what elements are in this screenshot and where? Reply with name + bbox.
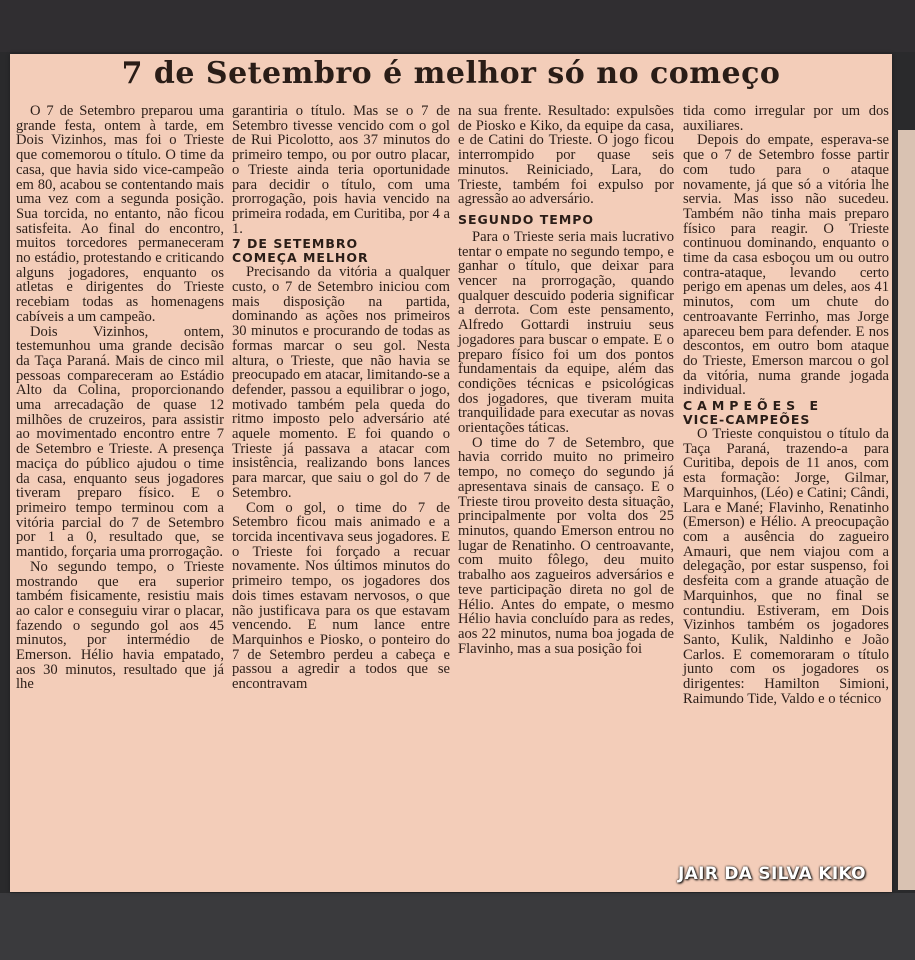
column-1 [16, 104, 224, 692]
column-3 [458, 104, 674, 656]
watermark-credit: JAIR DA SILVA KIKO [678, 864, 866, 884]
subhead-comeca-melhor-line2: COMEÇA MELHOR [232, 250, 369, 266]
paragraph: O Trieste conquistou o título da Taça Paraná, trazendo-a para Curitiba, depois de 11 anos, com esta formação: Jorge, Gilmar, Marquinhos, (Léo) e Catini; Cândi, Lara e Mané; Flavinho, Renatinho (Emerson) e Hélio. A preocupação com a ausência do zagueiro Amauri, que nem viajou com a delegação, por estar suspenso, foi desfeita com a grande atuação de Marquinhos, que no final se contundiu. Estiveram, em Dois Vizinhos também os jogadores Santo, Kulik, Naldinho e João Carlos. E comemoraram o título junto com os jogadores os dirigentes: Hamilton Simioni, Raimundo Tide, Valdo e o técnico [683, 426, 889, 707]
headline: 7 de Setembro é melhor só no começo [121, 56, 781, 91]
paragraph: tida como irregular por um dos auxiliares. [683, 103, 889, 134]
newspaper-clipping [10, 54, 892, 892]
paragraph: O 7 de Setembro preparou uma grande festa, ontem à tarde, em Dois Vizinhos, mas foi o Trieste que comemorou o título. O time da casa, que havia sido vice-campeão em 80, acabou se contentando mais uma vez com a segunda posição. Sua torcida, no entanto, não ficou satisfeita. Ao final do encontro, muitos torcedores permaneceram no estádio, protestando e criticando alguns jogadores, enquanto os atletas e dirigentes do Trieste recebiam todas as homenagens cabíveis a um campeão. [16, 103, 224, 325]
top-background [0, 0, 915, 52]
paragraph: na sua frente. Resultado: expulsões de Piosko e Kiko, da equipe da casa, e de Catini do Trieste. O jogo ficou interrompido por quase seis minutos. Reiniciado, Lara, do Trieste, também foi expulso por agressão ao adversário. [458, 103, 674, 208]
subhead-segundo-tempo: SEGUNDO TEMPO [458, 211, 595, 227]
paragraph: O time do 7 de Setembro, que havia corrido muito no primeiro tempo, no começo do segundo já apresentava sinais de cansaço. E o Trieste tirou proveito desta situação, principalmente por volta dos 25 minutos, quando Emerson entrou no lugar de Renatinho. O centroavante, com muito fôlego, deu muito trabalho aos zagueiros adversários e teve participação direta no gol de Hélio. Antes do empate, o mesmo Hélio havia concluído para as redes, aos 22 minutos, numa boa jogada de Flavinho, mas a sua posição foi [458, 434, 674, 657]
paragraph: No segundo tempo, o Trieste mostrando que era superior também fisicamente, resistiu mais ao calor e conseguiu virar o placar, fazendo o segundo gol aos 45 minutos, por intermédio de Emerson. Hélio havia empatado, aos 30 minutos, resultado que já lhe [16, 558, 224, 693]
bottom-background [0, 893, 915, 960]
subhead-campeoes-line1: CAMPEÕES E [683, 398, 824, 414]
subhead-comeca-melhor-line1: 7 DE SETEMBRO [232, 236, 359, 252]
adjacent-clipping-edge [898, 130, 915, 890]
paragraph: Depois do empate, esperava-se que o 7 de Setembro fosse partir com tudo para o ataque novamente, já que só a vitória lhe servia. Mas isso não sucedeu. Também não tinha mais preparo físico para reagir. O Trieste continuou dominando, enquanto o time da casa esboçou um ou outro contra-ataque, levando certo perigo em apenas um deles, aos 41 minutos, com um chute do centroavante Ferrinho, mas Jorge apareceu bem para defender. E nos descontos, em outro bom ataque do Trieste, Emerson marcou o gol da vitória, numa grande jogada individual. [683, 132, 889, 399]
paragraph: Com o gol, o time do 7 de Setembro ficou mais animado e a torcida incentivava seus jogadores. E o Trieste foi forçado a recuar novamente. Nos últimos minutos do primeiro tempo, os jogadores dos dois times estavam nervosos, o que não justificava para os que estavam vencendo. E num lance entre Marquinhos e Piosko, o ponteiro do 7 de Setembro perdeu a cabeça e passou a agredir a todos que se encontravam [232, 499, 450, 693]
paragraph: garantiria o título. Mas se o 7 de Setembro tivesse vencido com o gol de Rui Picolotto, aos 37 minutos do primeiro tempo, ou por outro placar, o Trieste ainda teria oportunidade para decidir o título, com uma prorrogação, pois havia vencido na primeira rodada, em Curitiba, por 4 a 1. [232, 103, 450, 237]
paragraph: Para o Trieste seria mais lucrativo tentar o empate no segundo tempo, e ganhar o título, que deixar para vencer na prorrogação, quando qualquer descuido poderia significar a derrota. Com este pensamento, Alfredo Gottardi instruiu seus jogadores para buscar o empate. E o preparo físico foi um dos pontos fundamentais da equipe, além das condições técnicas e psicológicas dos jogadores, que tiveram muita tranquilidade para executar as novas orientações táticas. [458, 228, 674, 437]
subhead-campeoes-line2: VICE-CAMPEÕES [683, 412, 811, 428]
paragraph: Precisando da vitória a qualquer custo, o 7 de Setembro iniciou com mais disposição na partida, dominando as ações nos primeiros 30 minutos e procurando de todas as formas marcar o seu gol. Nesta altura, o Trieste, que não havia se preocupado em atacar, limitando-se a defender, passou a equilibrar o jogo, motivado também pela queda do ritmo imposto pelo adversário até aquele momento. E foi quando o Trieste já passava a atacar com insistência, realizando bons lances para marcar, que saiu o gol do 7 de Setembro. [232, 264, 450, 501]
paragraph: Dois Vizinhos, ontem, testemunhou uma grande decisão da Taça Paraná. Mais de cinco mil pessoas compareceram ao Estádio Alto da Colina, proporcionando uma arrecadação de quase 12 milhões de cruzeiros, para assistir ao movimentado encontro entre 7 de Setembro e Trieste. A presença maciça do público ajudou o time da casa, enquanto seus jogadores tiveram preparo físico. E o primeiro tempo terminou com a vitória parcial do 7 de Setembro por 1 a 0, resultado que, se mantido, forçaria uma prorrogação. [16, 323, 224, 561]
column-4 [683, 104, 889, 706]
column-2 [232, 104, 450, 692]
